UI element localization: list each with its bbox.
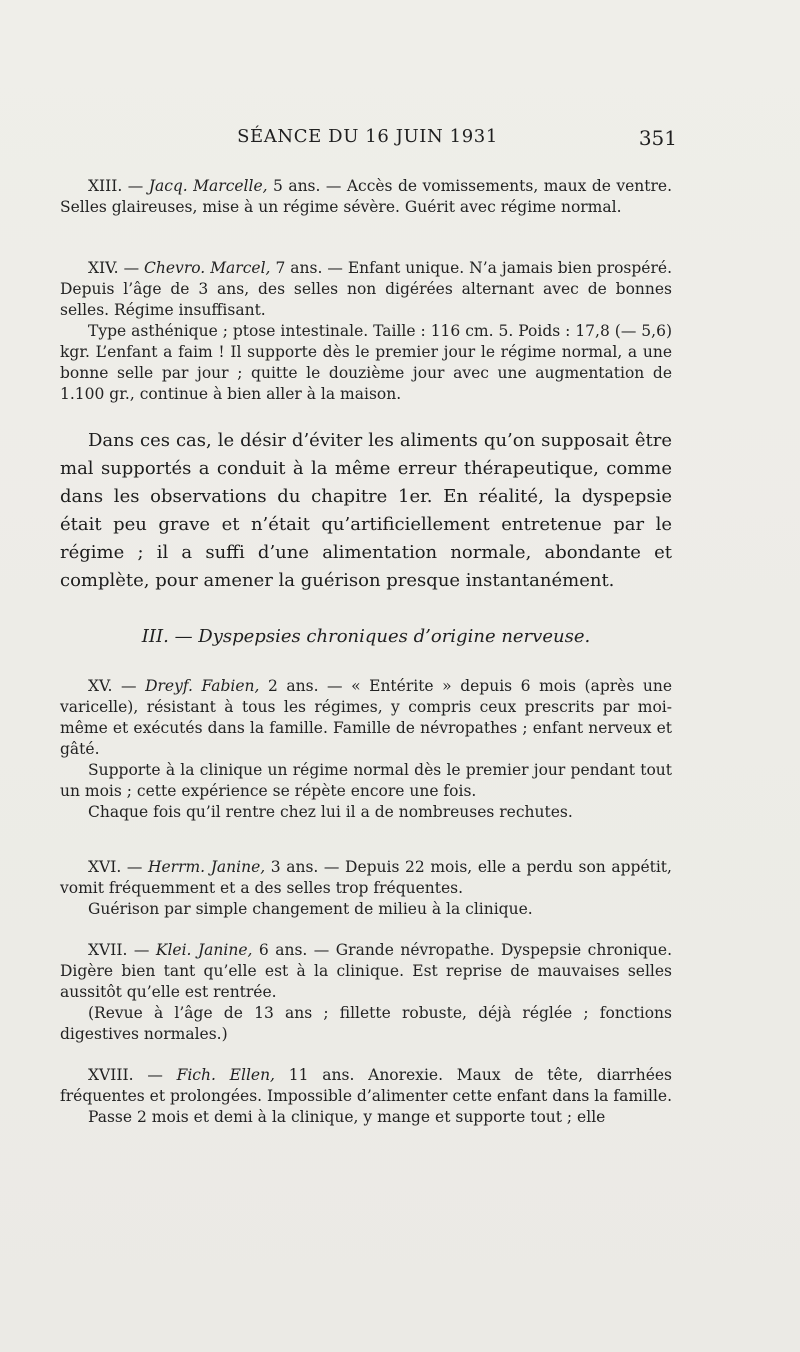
- patient-name: Fich. Ellen,: [176, 1066, 275, 1084]
- observation-paragraph: XVI. — Herrm. Janine, 3 ans. — Depuis 22 mois, elle a perdu son appétit, vomit fréquemment et a des selles trop fréquentes.: [60, 858, 672, 897]
- observation-paragraph: XVIII. — Fich. Ellen, 11 ans. Anorexie. Maux de tête, diarrhées fréquentes et prolongées. Impossible d’alimenter cette enfant dans la famille.: [60, 1066, 673, 1105]
- observation-paragraph: XV. — Dreyf. Fabien, 2 ans. — « Entérite » depuis 6 mois (après une varicelle), résistant à tous les régimes, y compris ceux prescrits par moi-même et exécutés dans la famille. Famille de névropathes ; enfant nerveux et gâté.: [60, 677, 672, 758]
- patient-name: Jacq. Marcelle,: [148, 177, 268, 195]
- observation-xv: [60, 676, 672, 823]
- observation-number: XV.: [88, 677, 113, 695]
- patient-name: Dreyf. Fabien,: [145, 677, 260, 695]
- observation-xvii: [60, 940, 672, 1045]
- observation-xvi: [60, 857, 672, 920]
- observation-text: 11 ans. Anorexie. Maux de tête, diarrhées fréquentes et prolongées. Impossible d’alimenter cette enfant dans la famille.: [60, 1066, 673, 1105]
- observation-paragraph: Guérison par simple changement de milieu à la clinique.: [88, 900, 533, 918]
- body-paragraph: Dans ces cas, le désir d’éviter les aliments qu’on supposait être mal supportés a conduit à la même erreur thérapeutique, comme dans les observations du chapitre 1er. En réalité, la dyspepsie était peu grave et n’était qu’artificiellement entretenue par le régime ; il a suffi d’une alimentation normale, abondante et complète, pour amener la guérison presque instantanément.: [60, 430, 672, 591]
- observation-paragraph: Chaque fois qu’il rentre chez lui il a de nombreuses rechutes.: [88, 803, 573, 821]
- page-number: 351: [638, 126, 677, 150]
- observation-number: XVIII.: [88, 1066, 134, 1084]
- observation-paragraph: XVII. — Klei. Janine, 6 ans. — Grande névropathe. Dyspepsie chronique. Digère bien tant qu’elle est à la clinique. Est reprise de mauvaises selles aussitôt qu’elle est rentrée.: [60, 941, 673, 1001]
- observation-text: 7 ans. — Enfant unique. N’a jamais bien prospéré. Depuis l’âge de 3 ans, des selles non digérées alternant avec de bonnes selles. Régime insuffisant.: [60, 259, 672, 319]
- page-header: [60, 126, 675, 156]
- observation-paragraph: Supporte à la clinique un régime normal dès le premier jour pendant tout un mois ; cette expérience se répète encore une fois.: [60, 761, 672, 800]
- body-paragraph-block: [60, 427, 672, 595]
- observation-paragraph: Passe 2 mois et demi à la clinique, y mange et supporte tout ; elle: [88, 1108, 606, 1126]
- observation-paragraph: XIII. — Jacq. Marcelle, 5 ans. — Accès de vomissements, maux de ventre. Selles glaireuses, mise à un régime sévère. Guérit avec régime normal.: [60, 177, 673, 216]
- observation-xviii: [60, 1065, 672, 1128]
- observation-paragraph: Type asthénique ; ptose intestinale. Taille : 116 cm. 5. Poids : 17,8 (— 5,6) kgr. L’enfant a faim ! Il supporte dès le premier jour le régime normal, a une bonne selle par jour ; quitte le douzième jour avec une augmentation de 1.100 gr., continue à bien aller à la maison.: [60, 322, 672, 403]
- observation-text: 2 ans. — « Entérite » depuis 6 mois (après une varicelle), résistant à tous les régimes, y compris ceux prescrits par moi-même et exécutés dans la famille. Famille de névropathes ; enfant nerveux et gâté.: [60, 677, 672, 758]
- observation-xiii: [60, 176, 672, 218]
- patient-name: Chevro. Marcel,: [144, 259, 271, 277]
- observation-paragraph: (Revue à l’âge de 13 ans ; fillette robuste, déjà réglée ; fonctions digestives normales.): [60, 1004, 672, 1043]
- patient-name: Herrm. Janine,: [147, 858, 266, 876]
- observation-number: XIV.: [88, 259, 119, 277]
- section-title: III. — Dyspepsies chroniques d’origine nerveuse.: [141, 626, 591, 647]
- observation-text: 6 ans. — Grande névropathe. Dyspepsie chronique. Digère bien tant qu’elle est à la clinique. Est reprise de mauvaises selles aussitôt qu’elle est rentrée.: [60, 941, 673, 1001]
- observation-number: XIII.: [88, 177, 123, 195]
- observation-paragraph: XIV. — Chevro. Marcel, 7 ans. — Enfant unique. N’a jamais bien prospéré. Depuis l’âge de 3 ans, des selles non digérées alternant avec de bonnes selles. Régime insuffisant.: [60, 259, 672, 319]
- patient-name: Klei. Janine,: [155, 941, 253, 959]
- running-head: SÉANCE DU 16 JUIN 1931: [237, 126, 498, 147]
- observation-number: XVII.: [88, 941, 128, 959]
- observation-text: 3 ans. — Depuis 22 mois, elle a perdu son appétit, vomit fréquemment et a des selles trop fréquentes.: [60, 858, 672, 897]
- observation-text: 5 ans. — Accès de vomissements, maux de ventre. Selles glaireuses, mise à un régime sévère. Guérit avec régime normal.: [60, 177, 673, 216]
- observation-number: XVI.: [88, 858, 122, 876]
- observation-xiv: [60, 258, 672, 405]
